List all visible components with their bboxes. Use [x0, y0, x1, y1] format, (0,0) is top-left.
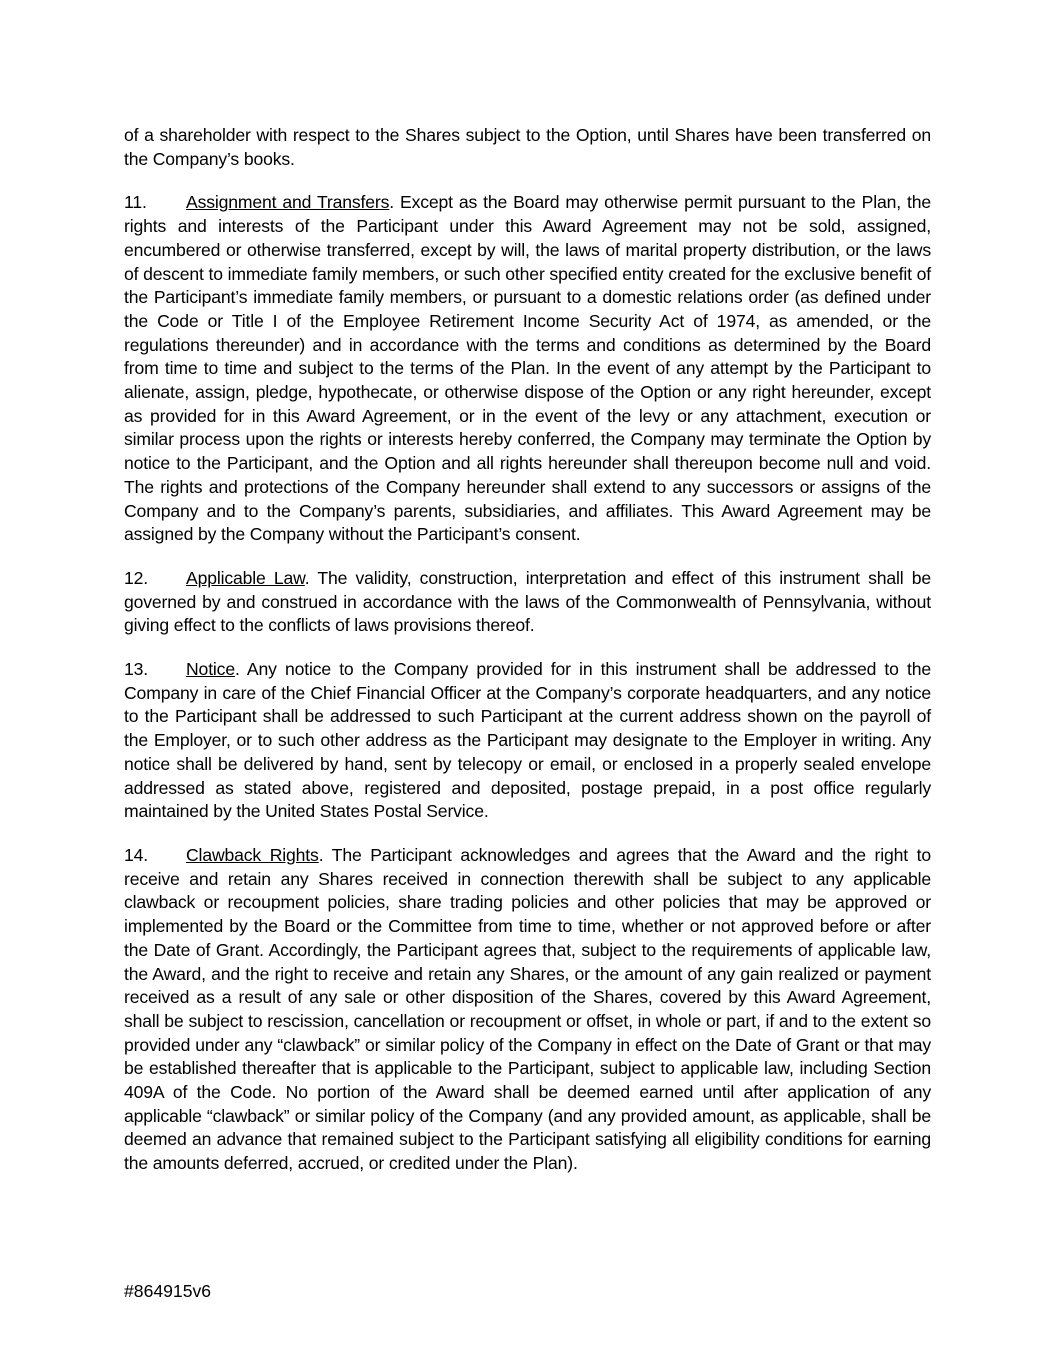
section-number: 13.	[124, 659, 149, 680]
section-number: 11.	[124, 192, 147, 213]
section-14-paragraph	[124, 844, 931, 1176]
section-heading: Clawback Rights	[186, 844, 319, 865]
section-body: . The Participant acknowledges and agrees that the Award and the right to receive and retain any Shares received in connection therewith shall be subject to any applicable clawback or recoupment policies, share trading policies and other policies that may be approved or implemented by the Board or the Committee from time to time, whether or not approved before or after the Date of Grant. Accordingly, the Participant agrees that, subject to the requirements of applicable law, the Award, and the right to receive and retain any Shares, or the amount of any gain realized or payment received as a result of any sale or other disposition of the Shares, covered by this Award Agreement, shall be subject to rescission, cancellation or recoupment or offset, in whole or part, if and to the extent so provided under any “clawback” or similar policy of the Company in effect on the Date of Grant or that may be established thereafter that is applicable to the Participant, subject to applicable law, including Section 409A of the Code. No portion of the Award shall be deemed earned until after application of any applicable “clawback” or similar policy of the Company (and any provided amount, as applicable, shall be deemed an advance that remained subject to the Participant satisfying all eligibility conditions for earning the amounts deferred, accrued, or credited under the Plan).	[124, 844, 931, 1174]
section-body: . The validity, construction, interpretation and effect of this instrument shall be governed by and construed in accordance with the laws of the Commonwealth of Pennsylvania, without giving effect to the conflicts of laws provisions thereof.	[124, 567, 931, 636]
document-id-footer: #864915v6	[124, 1281, 212, 1301]
section-11-paragraph	[124, 191, 931, 547]
section-heading: Notice	[186, 659, 235, 680]
document-page	[124, 124, 931, 1196]
continuation-paragraph: of a shareholder with respect to the Shares subject to the Option, until Shares have been transferred on the Company’s books.	[124, 125, 931, 169]
section-heading: Assignment and Transfers	[186, 192, 390, 213]
section-body: . Any notice to the Company provided for in this instrument shall be addressed to the Company in care of the Chief Financial Officer at the Company’s corporate headquarters, and any notice to the Participant shall be addressed to such Participant at the current address shown on the payroll of the Employer, or to such other address as the Participant may designate to the Employer in writing. Any notice shall be delivered by hand, sent by telecopy or email, or enclosed in a properly sealed envelope addressed as stated above, registered and deposited, postage prepaid, in a post office regularly maintained by the United States Postal Service.	[124, 659, 931, 822]
section-12-paragraph	[124, 567, 931, 638]
section-number: 12.	[124, 567, 149, 588]
section-heading: Applicable Law	[186, 567, 305, 588]
section-number: 14.	[124, 844, 149, 865]
section-body: . Except as the Board may otherwise permit pursuant to the Plan, the rights and interests of the Participant under this Award Agreement may not be sold, assigned, encumbered or otherwise transferred, except by will, the laws of marital property distribution, or the laws of descent to immediate family members, or such other specified entity created for the exclusive benefit of the Participant’s immediate family members, or pursuant to a domestic relations order (as defined under the Code or Title I of the Employee Retirement Income Security Act of 1974, as amended, or the regulations thereunder) and in accordance with the terms and conditions as determined by the Board from time to time and subject to the terms of the Plan. In the event of any attempt by the Participant to alienate, assign, pledge, hypothecate, or otherwise dispose of the Option or any right hereunder, except as provided for in this Award Agreement, or in the event of the levy or any attachment, execution or similar process upon the rights or interests hereby conferred, the Company may terminate the Option by notice to the Participant, and the Option and all rights hereunder shall thereupon become null and void. The rights and protections of the Company hereunder shall extend to any successors or assigns of the Company and to the Company’s parents, subsidiaries, and affiliates. This Award Agreement may be assigned by the Company without the Participant’s consent.	[124, 192, 932, 545]
section-13-paragraph	[124, 658, 931, 824]
